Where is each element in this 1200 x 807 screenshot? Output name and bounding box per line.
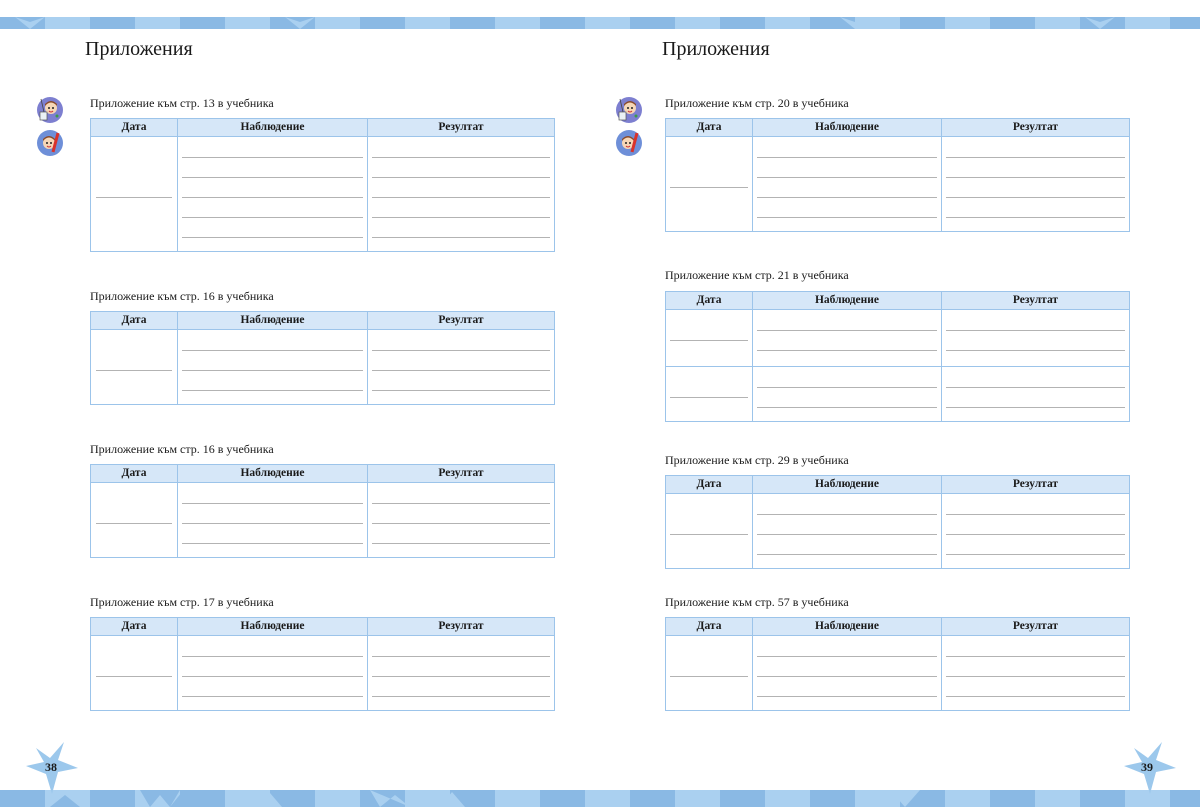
section-caption: Приложение към стр. 20 в учебника (665, 96, 849, 110)
column-header-observation: Наблюдение (177, 312, 367, 329)
write-line (670, 397, 748, 398)
column-header-result: Резултат (941, 119, 1129, 136)
observation-cell[interactable] (177, 330, 367, 405)
write-line (182, 656, 363, 657)
write-line (670, 340, 748, 341)
write-line (670, 187, 748, 188)
write-line (182, 503, 363, 504)
write-line (670, 534, 748, 535)
write-line (182, 157, 363, 158)
write-line (946, 514, 1125, 515)
observation-cell[interactable] (752, 310, 941, 366)
write-line (182, 197, 363, 198)
column-header-observation: Наблюдение (752, 618, 941, 635)
write-line (946, 676, 1125, 677)
write-line (946, 350, 1125, 351)
date-cell[interactable] (666, 636, 752, 711)
write-line (182, 350, 363, 351)
write-line (946, 554, 1125, 555)
observation-table (665, 291, 1130, 422)
write-line (757, 217, 937, 218)
write-line (946, 387, 1125, 388)
table-row (666, 137, 1129, 232)
write-line (182, 370, 363, 371)
observation-cell[interactable] (752, 137, 941, 232)
write-line (757, 514, 937, 515)
column-header-result: Резултат (941, 476, 1129, 493)
column-header-observation: Наблюдение (177, 119, 367, 136)
date-cell[interactable] (91, 483, 177, 558)
observation-cell[interactable] (177, 137, 367, 252)
write-line (372, 656, 550, 657)
write-line (96, 523, 172, 524)
write-line (372, 676, 550, 677)
column-header-observation: Наблюдение (177, 618, 367, 635)
date-cell[interactable] (91, 330, 177, 405)
section-caption: Приложение към стр. 16 в учебника (90, 442, 274, 456)
column-header-date: Дата (121, 314, 147, 326)
column-header-date: Дата (696, 121, 722, 133)
observation-cell[interactable] (752, 494, 941, 569)
write-line (757, 157, 937, 158)
column-header-date: Дата (121, 620, 147, 632)
date-cell[interactable] (666, 367, 752, 422)
date-cell[interactable] (91, 137, 177, 252)
write-line (372, 370, 550, 371)
write-line (946, 157, 1125, 158)
column-header-result: Резултат (367, 312, 554, 329)
write-line (946, 177, 1125, 178)
column-header-date: Дата (121, 467, 147, 479)
result-cell[interactable] (941, 367, 1129, 422)
column-header-result: Резултат (941, 292, 1129, 309)
write-line (372, 350, 550, 351)
table-row (91, 330, 554, 405)
write-line (372, 390, 550, 391)
observation-table (90, 311, 555, 405)
column-header-date: Дата (696, 294, 722, 306)
writing-kid-icon (37, 130, 63, 156)
table-row (666, 310, 1129, 366)
write-line (96, 676, 172, 677)
write-line (96, 197, 172, 198)
write-line (757, 554, 937, 555)
column-header-date: Дата (696, 478, 722, 490)
star-pattern-icon (0, 17, 1200, 29)
write-line (757, 350, 937, 351)
write-line (757, 534, 937, 535)
write-line (946, 330, 1125, 331)
write-line (96, 370, 172, 371)
write-line (946, 217, 1125, 218)
bottom-decorative-band (0, 790, 1200, 807)
write-line (182, 237, 363, 238)
date-cell[interactable] (666, 137, 752, 232)
result-cell[interactable] (367, 636, 554, 711)
observation-table (665, 475, 1130, 569)
write-line (372, 237, 550, 238)
write-line (372, 523, 550, 524)
write-line (372, 696, 550, 697)
table-row (666, 636, 1129, 711)
section-caption: Приложение към стр. 57 в учебника (665, 595, 849, 609)
section-caption: Приложение към стр. 17 в учебника (90, 595, 274, 609)
result-cell[interactable] (941, 636, 1129, 711)
result-cell[interactable] (941, 494, 1129, 569)
date-cell[interactable] (666, 494, 752, 569)
column-header-date: Дата (121, 121, 147, 133)
top-decorative-band (0, 17, 1200, 29)
observation-cell[interactable] (177, 483, 367, 558)
column-header-date: Дата (696, 620, 722, 632)
write-line (757, 407, 937, 408)
write-line (670, 676, 748, 677)
write-line (182, 177, 363, 178)
write-line (182, 676, 363, 677)
section-caption: Приложение към стр. 13 в учебника (90, 96, 274, 110)
result-cell[interactable] (941, 310, 1129, 366)
experiment-kid-icon (616, 97, 642, 123)
section-caption: Приложение към стр. 21 в учебника (665, 268, 849, 282)
write-line (946, 407, 1125, 408)
section-caption: Приложение към стр. 29 в учебника (665, 453, 849, 467)
write-line (182, 696, 363, 697)
result-cell[interactable] (367, 137, 554, 252)
column-header-result: Резултат (367, 618, 554, 635)
observation-cell[interactable] (752, 636, 941, 711)
result-cell[interactable] (367, 483, 554, 558)
write-line (757, 676, 937, 677)
observation-table (90, 118, 555, 252)
write-line (757, 177, 937, 178)
write-line (372, 197, 550, 198)
write-line (182, 217, 363, 218)
star-pattern-icon (0, 790, 1200, 807)
write-line (757, 656, 937, 657)
write-line (757, 387, 937, 388)
date-cell[interactable] (91, 636, 177, 711)
write-line (182, 523, 363, 524)
table-row (91, 137, 554, 252)
write-line (946, 534, 1125, 535)
write-line (757, 696, 937, 697)
page-title: Приложения (662, 38, 770, 60)
write-line (372, 157, 550, 158)
table-row (666, 366, 1129, 422)
column-header-observation: Наблюдение (752, 292, 941, 309)
page-number: 38 (45, 760, 57, 774)
column-header-observation: Наблюдение (752, 476, 941, 493)
observation-table (665, 617, 1130, 711)
write-line (372, 217, 550, 218)
observation-table (90, 617, 555, 711)
write-line (757, 330, 937, 331)
page-title: Приложения (85, 38, 193, 60)
write-line (946, 696, 1125, 697)
write-line (182, 390, 363, 391)
column-header-observation: Наблюдение (177, 465, 367, 482)
result-cell[interactable] (367, 330, 554, 405)
write-line (372, 503, 550, 504)
writing-kid-icon (616, 130, 642, 156)
write-line (182, 543, 363, 544)
observation-cell[interactable] (752, 367, 941, 422)
observation-table (665, 118, 1130, 232)
column-header-observation: Наблюдение (752, 119, 941, 136)
column-header-result: Резултат (367, 119, 554, 136)
write-line (757, 197, 937, 198)
section-caption: Приложение към стр. 16 в учебника (90, 289, 274, 303)
write-line (372, 543, 550, 544)
write-line (372, 177, 550, 178)
date-cell[interactable] (666, 310, 752, 366)
table-row (91, 636, 554, 711)
table-row (666, 494, 1129, 569)
experiment-kid-icon (37, 97, 63, 123)
table-row (91, 483, 554, 558)
observation-table (90, 464, 555, 558)
column-header-result: Резултат (367, 465, 554, 482)
write-line (946, 197, 1125, 198)
write-line (946, 656, 1125, 657)
result-cell[interactable] (941, 137, 1129, 232)
observation-cell[interactable] (177, 636, 367, 711)
page-number: 39 (1141, 760, 1153, 774)
column-header-result: Резултат (941, 618, 1129, 635)
